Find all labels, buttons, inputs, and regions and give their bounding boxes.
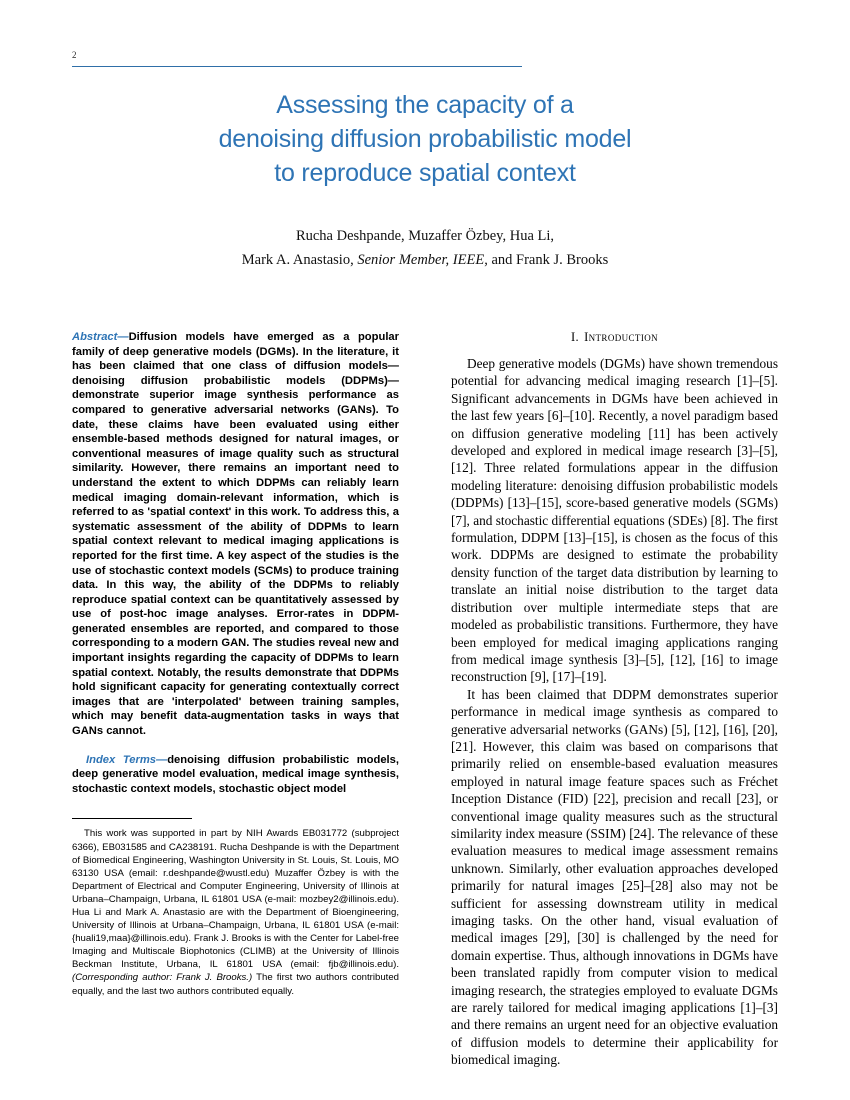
section-title: Introduction: [584, 330, 659, 344]
abstract-label: Abstract—: [72, 331, 129, 343]
index-terms-text: denoising diffusion probabilistic models, deep generative model evaluation, medical image synthesis, stochastic context models, stochastic object model: [72, 753, 399, 795]
index-terms-label: Index Terms—: [86, 753, 168, 766]
author-line-1: Rucha Deshpande, Muzaffer Özbey, Hua Li,: [295, 228, 555, 244]
right-column: [451, 330, 778, 1069]
author-line-2-post: , and Frank J. Brooks: [484, 252, 609, 268]
index-terms-paragraph: [72, 753, 399, 797]
footnote-block: [72, 827, 399, 997]
intro-paragraph-2: It has been claimed that DDPM demonstrates superior performance in medical image synthesis as compared to generative adversarial networks (GANs) [5], [12], [16], [20], [21]. However, this claim was based on comparisons that primarily relied on ensemble-based evaluation measures employed in natural image feature spaces such as Fréchet Inception Distance (FID) [22], precision and recall [23], or conventional image quality measures such as the structural similarity index measure (SSIM) [24]. The relevance of these evaluation measures to medical image assessment remains unknown. Similarly, other evaluation approaches developed primarily for natural images [25]–[28] also may not be sufficient for assessing downstream utility in medical imaging tasks. On the other hand, visual evaluation of medical images [29], [30] is challenged by the need for domain expertise. Thus, although innovations in DGMs have been translated rapidly from computer vision to medical imaging research, the strategies employed to evaluate DGMs are rarely tailored for medical imaging applications [1]–[3] and there remains an urgent need for an objective evaluation of diffusion models to determine their applicability for biomedical imaging.: [451, 686, 778, 1068]
left-column: [72, 330, 399, 1007]
author-membership: Senior Member, IEEE: [357, 252, 485, 268]
footnote-separator: [72, 818, 192, 819]
title-line-1: Assessing the capacity of a: [276, 91, 574, 119]
intro-paragraph-1: Deep generative models (DGMs) have shown tremendous potential for advancing medical imaging research [1]–[5]. Significant advancements in DGMs have been achieved in the last few years [6]–[10]. Recently, a novel paradigm based on diffusion generative modeling [11] has been actively developed and explored in medical image research [3]–[5], [12]. Three related formulations appear in the diffusion modeling literature: denoising diffusion probabilistic models (DDPMs) [13]–[15], score-based generative models (SGMs) [7], and stochastic differential equations (SDEs) [8]. The first formulation, DDPM [13]–[15], is chosen as the focus of this work. DDPMs are designed to estimate the probability density function of the target data distribution by learning to translate an initial noise distribution to the target data distribution over multiple intermediate steps that are modeled as probabilistic transitions. Furthermore, they have been employed for medical imaging applications ranging from medical image synthesis [3]–[5], [12], [16] to image reconstruction [9], [17]–[19].: [451, 356, 778, 685]
header-rule: [72, 66, 522, 67]
abstract-paragraph: [72, 330, 399, 739]
page-title: [72, 88, 778, 190]
author-list: [72, 224, 778, 272]
abstract-text: Diffusion models have emerged as a popular family of deep generative models (DGMs). In the literature, it has been claimed that one class of diffusion models—denoising diffusion probabilistic models (DDPMs)—demonstrate superior image synthesis performance as compared to generative adversarial networks (GANs). To date, these claims have been evaluated using either ensemble-based methods designed for natural images, or conventional measures of image quality such as structural similarity. However, there remains an important need to understand the extent to which DDPMs can reliably learn medical imaging domain-relevant information, which is referred to as 'spatial context' in this work. To address this, a systematic assessment of the ability of DDPMs to learn spatial context relevant to medical imaging applications is reported for the first time. A key aspect of the studies is the use of stochastic context models (SCMs) to produce training data. In this way, the ability of the DDPMs to reliably reproduce spatial context can be quantitatively assessed by use of post-hoc image analyses. Error-rates in DDPM-generated ensembles are reported, and compared to those corresponding to a modern GAN. The studies reveal new and important insights regarding the capacity of DDPMs to learn spatial context. Notably, the results demonstrate that DDPMs hold significant capacity for generating contextually correct images that are 'interpolated' between training samples, which may benefit data-augmentation tasks in ways that GANs cannot.: [72, 331, 399, 738]
title-line-2: denoising diffusion probabilistic model: [218, 125, 632, 153]
title-line-3: to reproduce spatial context: [274, 159, 576, 187]
footnote-corresponding-author: (Corresponding author: Frank J. Brooks.): [72, 972, 253, 984]
footnote-text-pre: This work was supported in part by NIH Awards EB031772 (subproject 6366), EB031585 and CA238191. Rucha Deshpande is with the Department of Biomedical Engineering, Washington University in St. Louis, St. Louis, MO 63130 USA (email: r.deshpande@wustl.edu) Muzaffer Özbey is with the Department of Electrical and Computer Engineering, University of Illinois at Urbana–Champaign, Urbana, IL 61801 USA (e-mail: mozbey2@illinois.edu). Hua Li and Mark A. Anastasio are with the Department of Bioengineering, University of Illinois at Urbana–Champaign, Urbana, IL 61801 USA (e-mail: {huali19,maa}@illinois.edu). Frank J. Brooks is with the Center for Label-free Imaging and Multiscale Biophotonics (CLIMB) at the University of Illinois Beckman Institute, Urbana, IL 61801 USA (email: fjb@illinois.edu).: [72, 828, 399, 971]
footnote-text-post: The first two authors contributed equally, and the last two authors contributed equally.: [72, 972, 399, 997]
author-line-2-pre: Mark A. Anastasio,: [241, 252, 358, 268]
section-heading-introduction: [451, 330, 778, 345]
author-line-2: [72, 248, 778, 272]
page-number: 2: [72, 50, 77, 60]
section-numeral: I.: [570, 330, 580, 344]
